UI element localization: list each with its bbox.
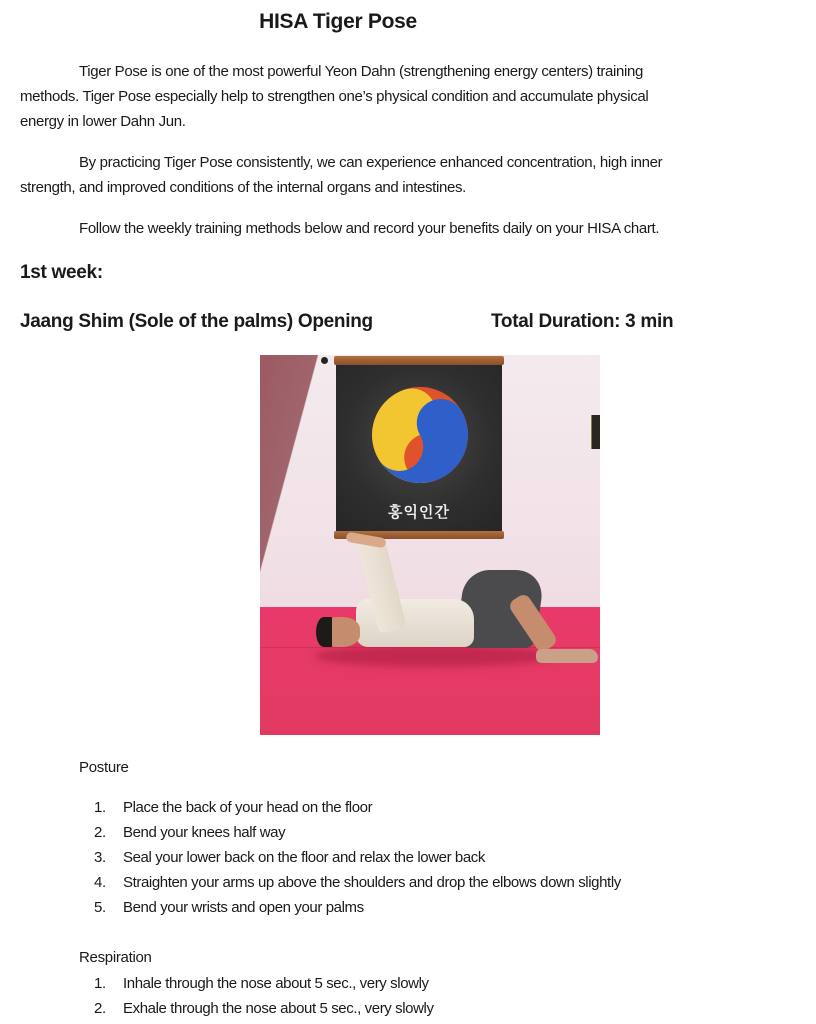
posture-item-3-number: 3.	[94, 849, 106, 866]
posture-item-3-text: Seal your lower back on the floor and relax the lower back	[123, 849, 486, 866]
respiration-item-2-text: Exhale through the nose about 5 sec., very slowly	[123, 1000, 434, 1017]
posture-item-4-number: 4.	[94, 874, 106, 891]
posture-item-2-number: 2.	[94, 824, 106, 841]
person-shadow	[314, 645, 554, 667]
intro-paragraph-1-line-3: energy in lower Dahn Jun.	[20, 113, 186, 130]
respiration-item-1-text: Inhale through the nose about 5 sec., very slowly	[123, 975, 429, 992]
posture-item-1-number: 1.	[94, 799, 106, 816]
intro-paragraph-1-line-1: Tiger Pose is one of the most powerful Yeon Dahn (strengthening energy centers) training	[79, 63, 643, 80]
posture-label: Posture	[79, 759, 129, 776]
posture-item-2-text: Bend your knees half way	[123, 824, 286, 841]
intro-paragraph-1-line-2: methods. Tiger Pose especially help to strengthen one’s physical condition and accumulate physical	[20, 88, 649, 105]
posture-item-5-number: 5.	[94, 899, 106, 916]
intro-paragraph-3-line-1: Follow the weekly training methods below and record your benefits daily on your HISA chart.	[79, 220, 660, 237]
person-hair	[316, 617, 332, 647]
intro-paragraph-2-line-2: strength, and improved conditions of the internal organs and intestines.	[20, 179, 466, 196]
page-title: HISA Tiger Pose	[259, 10, 417, 33]
exercise-duration: Total Duration: 3 min	[491, 311, 674, 332]
tiger-pose-photo	[260, 355, 600, 735]
respiration-item-2-number: 2.	[94, 1000, 106, 1017]
posture-item-1-text: Place the back of your head on the floor	[123, 799, 373, 816]
photo-wall-shadow	[260, 355, 320, 607]
exercise-name: Jaang Shim (Sole of the palms) Opening	[20, 311, 373, 332]
posture-item-5-text: Bend your wrists and open your palms	[123, 899, 364, 916]
respiration-label: Respiration	[79, 949, 152, 966]
security-camera	[321, 357, 328, 364]
week-heading: 1st week:	[20, 262, 103, 283]
person-foot	[536, 649, 598, 663]
banner-korean-text: 홍익인간	[388, 503, 450, 521]
respiration-item-1-number: 1.	[94, 975, 106, 992]
wall-sign	[591, 415, 600, 449]
banner-rod-top	[334, 356, 504, 365]
intro-paragraph-2-line-1: By practicing Tiger Pose consistently, we can experience enhanced concentration, high inner	[79, 154, 663, 171]
posture-item-4-text: Straighten your arms up above the shoulders and drop the elbows down slightly	[123, 874, 621, 891]
